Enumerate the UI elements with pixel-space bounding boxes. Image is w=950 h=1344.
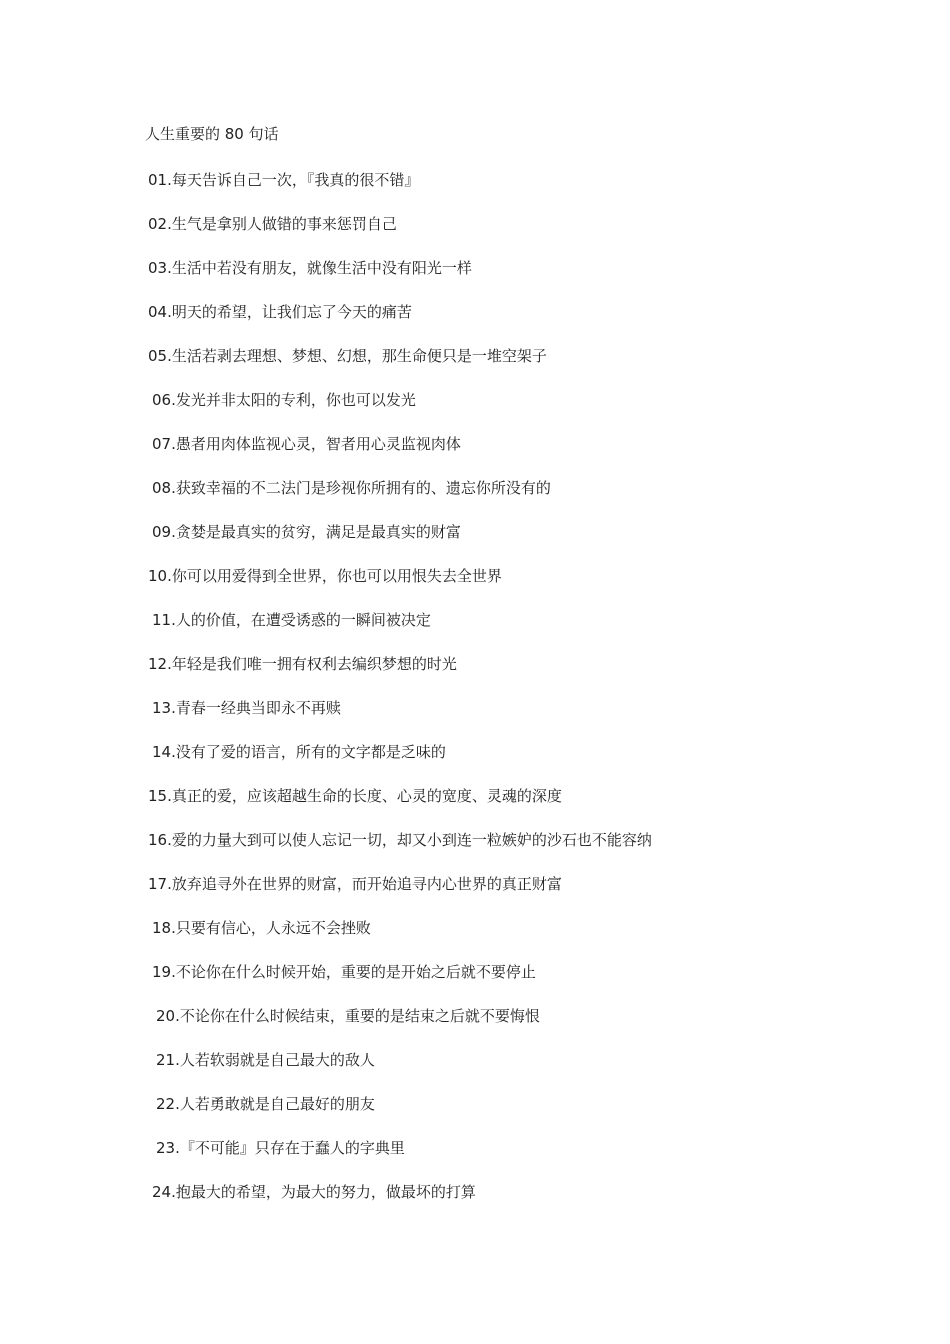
- quote-line-20: 20.不论你在什么时候结束，重要的是结束之后就不要悔恨: [156, 1007, 540, 1025]
- quote-line-19: 19.不论你在什么时候开始，重要的是开始之后就不要停止: [152, 963, 536, 981]
- quote-line-15: 15.真正的爱，应该超越生命的长度、心灵的宽度、灵魂的深度: [148, 787, 562, 805]
- quote-line-10: 10.你可以用爱得到全世界，你也可以用恨失去全世界: [148, 567, 502, 585]
- quote-line-18: 18.只要有信心，人永远不会挫败: [152, 919, 371, 937]
- quote-line-24: 24.抱最大的希望，为最大的努力，做最坏的打算: [152, 1183, 476, 1201]
- quote-line-09: 09.贪婪是最真实的贫穷，满足是最真实的财富: [152, 523, 461, 541]
- quote-line-05: 05.生活若剥去理想、梦想、幻想，那生命便只是一堆空架子: [148, 347, 547, 365]
- quote-line-07: 07.愚者用肉体监视心灵，智者用心灵监视肉体: [152, 435, 461, 453]
- quote-line-23: 23.『不可能』只存在于蠢人的字典里: [156, 1139, 405, 1157]
- quote-line-17: 17.放弃追寻外在世界的财富，而开始追寻内心世界的真正财富: [148, 875, 562, 893]
- quote-line-04: 04.明天的希望，让我们忘了今天的痛苦: [148, 303, 412, 321]
- quote-line-14: 14.没有了爱的语言，所有的文字都是乏味的: [152, 743, 446, 761]
- document-title: 人生重要的 80 句话: [145, 125, 279, 143]
- quote-line-13: 13.青春一经典当即永不再赎: [152, 699, 341, 717]
- quote-line-12: 12.年轻是我们唯一拥有权利去编织梦想的时光: [148, 655, 457, 673]
- quote-line-02: 02.生气是拿别人做错的事来惩罚自己: [148, 215, 397, 233]
- quote-line-08: 08.获致幸福的不二法门是珍视你所拥有的、遗忘你所没有的: [152, 479, 551, 497]
- quote-line-11: 11.人的价值，在遭受诱惑的一瞬间被决定: [152, 611, 431, 629]
- quote-line-16: 16.爱的力量大到可以使人忘记一切，却又小到连一粒嫉妒的沙石也不能容纳: [148, 831, 652, 849]
- quote-line-01: 01.每天告诉自己一次，『我真的很不错』: [148, 171, 420, 189]
- quote-line-22: 22.人若勇敢就是自己最好的朋友: [156, 1095, 375, 1113]
- quote-line-03: 03.生活中若没有朋友，就像生活中没有阳光一样: [148, 259, 472, 277]
- quote-line-21: 21.人若软弱就是自己最大的敌人: [156, 1051, 375, 1069]
- quote-line-06: 06.发光并非太阳的专利，你也可以发光: [152, 391, 416, 409]
